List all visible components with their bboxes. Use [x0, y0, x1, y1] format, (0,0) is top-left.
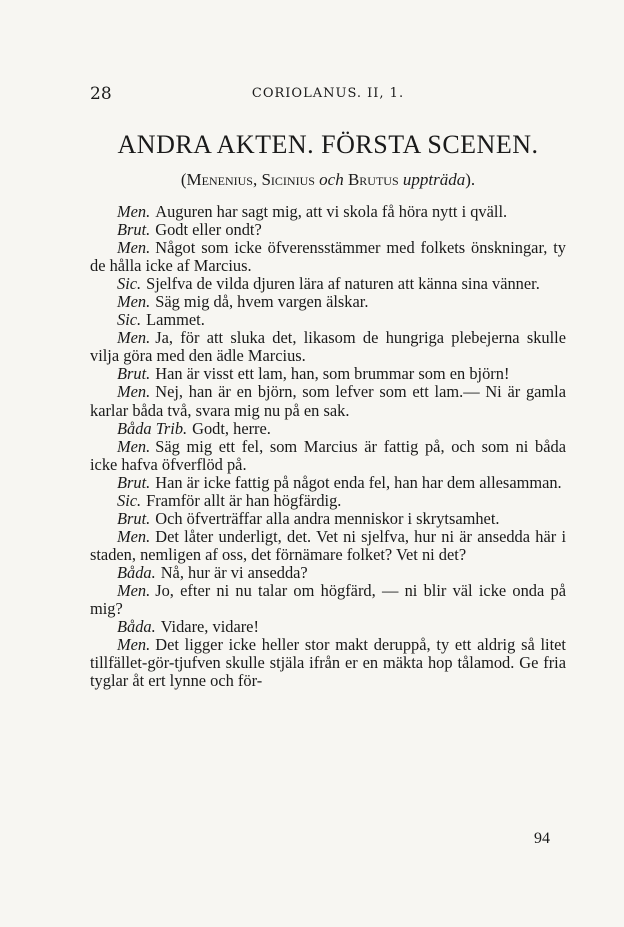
character-brutus: Brutus — [347, 170, 399, 189]
speech-text: Säg mig då, hvem vargen älskar. — [155, 292, 369, 312]
speaker-name: Brut. — [117, 472, 151, 492]
stage-direction-och: och — [319, 170, 344, 189]
speech — [90, 438, 566, 474]
signature-mark: 94 — [534, 830, 550, 847]
speech — [90, 311, 566, 329]
speech — [90, 293, 566, 311]
speaker-name: Brut. — [117, 220, 151, 240]
speaker-name: Men. — [117, 526, 151, 546]
speech — [90, 221, 566, 239]
speaker-name: Brut. — [117, 508, 151, 528]
speech — [90, 420, 566, 438]
speaker-name: Men. — [117, 238, 151, 258]
stage-direction-separator: , — [252, 170, 262, 189]
speech-text: Det låter underligt, det. Vet ni sjelfva, hur ni är ansedda här i staden, nemligen af oss, det förnämare folket? Vet ni det? — [90, 526, 566, 564]
running-title: CORIOLANUS. II, 1. — [251, 86, 405, 101]
speech — [90, 239, 566, 275]
speech-text: Lammet. — [146, 310, 205, 330]
speech-text: Jo, efter ni nu talar om högfärd, — ni blir väl icke onda på mig? — [90, 580, 566, 619]
speech — [90, 474, 566, 492]
speech-text: Nå, hur är vi ansedda? — [160, 562, 308, 582]
speech-text: Och öfverträffar alla andra menniskor i skrytsamhet. — [155, 508, 500, 528]
page-number: 28 — [90, 84, 112, 104]
stage-direction-close: ). — [465, 170, 476, 189]
speech-text: Framför allt är han högfärdig. — [146, 490, 342, 510]
speaker-name: Men. — [117, 436, 151, 456]
speech-text: Auguren har sagt mig, att vi skola få höra nytt i qväll. — [155, 202, 508, 221]
speaker-name: Men. — [117, 382, 151, 402]
speech-text: Godt, herre. — [192, 418, 271, 438]
character-menenius: Menenius — [186, 170, 253, 189]
speech — [90, 564, 566, 582]
speech-text: Godt eller ondt? — [155, 220, 262, 240]
speaker-name: Sic. — [117, 310, 142, 330]
stage-direction — [90, 170, 566, 190]
speech — [90, 582, 566, 618]
speech-text: Han är icke fattig på något enda fel, han har dem allesamman. — [155, 472, 562, 492]
speech — [90, 203, 566, 221]
speech-text: Nej, han är en björn, som lefver som ett lam.— Ni är gamla karlar båda två, svara mig nu på en sak. — [90, 382, 566, 420]
speaker-name: Sic. — [117, 490, 142, 510]
speech — [90, 492, 566, 510]
speaker-name: Men. — [117, 202, 151, 221]
speaker-name: Båda. — [117, 562, 156, 582]
speaker-name: Men. — [117, 580, 151, 600]
act-title: ANDRA AKTEN. FÖRSTA SCENEN. — [117, 130, 539, 159]
speech — [90, 618, 566, 636]
speech-text: Något som icke öfverensstämmer med folkets önskningar, ty de hålla icke af Marcius. — [90, 238, 566, 276]
speech — [90, 365, 566, 383]
speaker-name: Men. — [117, 328, 151, 348]
dialogue-body — [90, 203, 566, 690]
speaker-name: Båda. — [117, 617, 156, 637]
speech-text: Han är visst ett lam, han, som brummar som en björn! — [155, 364, 510, 384]
character-sicinius: Sicinius — [261, 170, 315, 189]
page-header — [90, 84, 566, 104]
speech — [90, 528, 566, 564]
speech-text: Det ligger icke heller stor makt deruppå, ty ett aldrig så litet tillfället-gör-tjufven skulle stjäla ifrån er en mäkta hop tålamod. Ge fria tyglar åt ert lynne och för- — [90, 635, 566, 691]
speaker-name: Båda Trib. — [117, 418, 188, 438]
speech — [90, 510, 566, 528]
stage-direction-open: ( — [180, 170, 187, 189]
speech-text: Ja, för att sluka det, likasom de hungriga plebejerna skulle vilja göra med den ädle Marcius. — [90, 328, 566, 366]
speech — [90, 329, 566, 365]
speech — [90, 275, 566, 293]
speech-text: Vidare, vidare! — [160, 617, 259, 637]
speaker-name: Sic. — [117, 274, 142, 294]
speech — [90, 383, 566, 419]
stage-direction-verb: uppträda — [402, 170, 466, 189]
speaker-name: Men. — [117, 292, 151, 312]
speech-text: Säg mig ett fel, som Marcius är fattig på, och som ni båda icke hafva öfverflöd på. — [90, 436, 566, 474]
speech-text: Sjelfva de vilda djuren lära af naturen att känna sina vänner. — [146, 274, 540, 294]
speaker-name: Brut. — [117, 364, 151, 384]
speech — [90, 636, 566, 690]
speaker-name: Men. — [117, 635, 151, 655]
